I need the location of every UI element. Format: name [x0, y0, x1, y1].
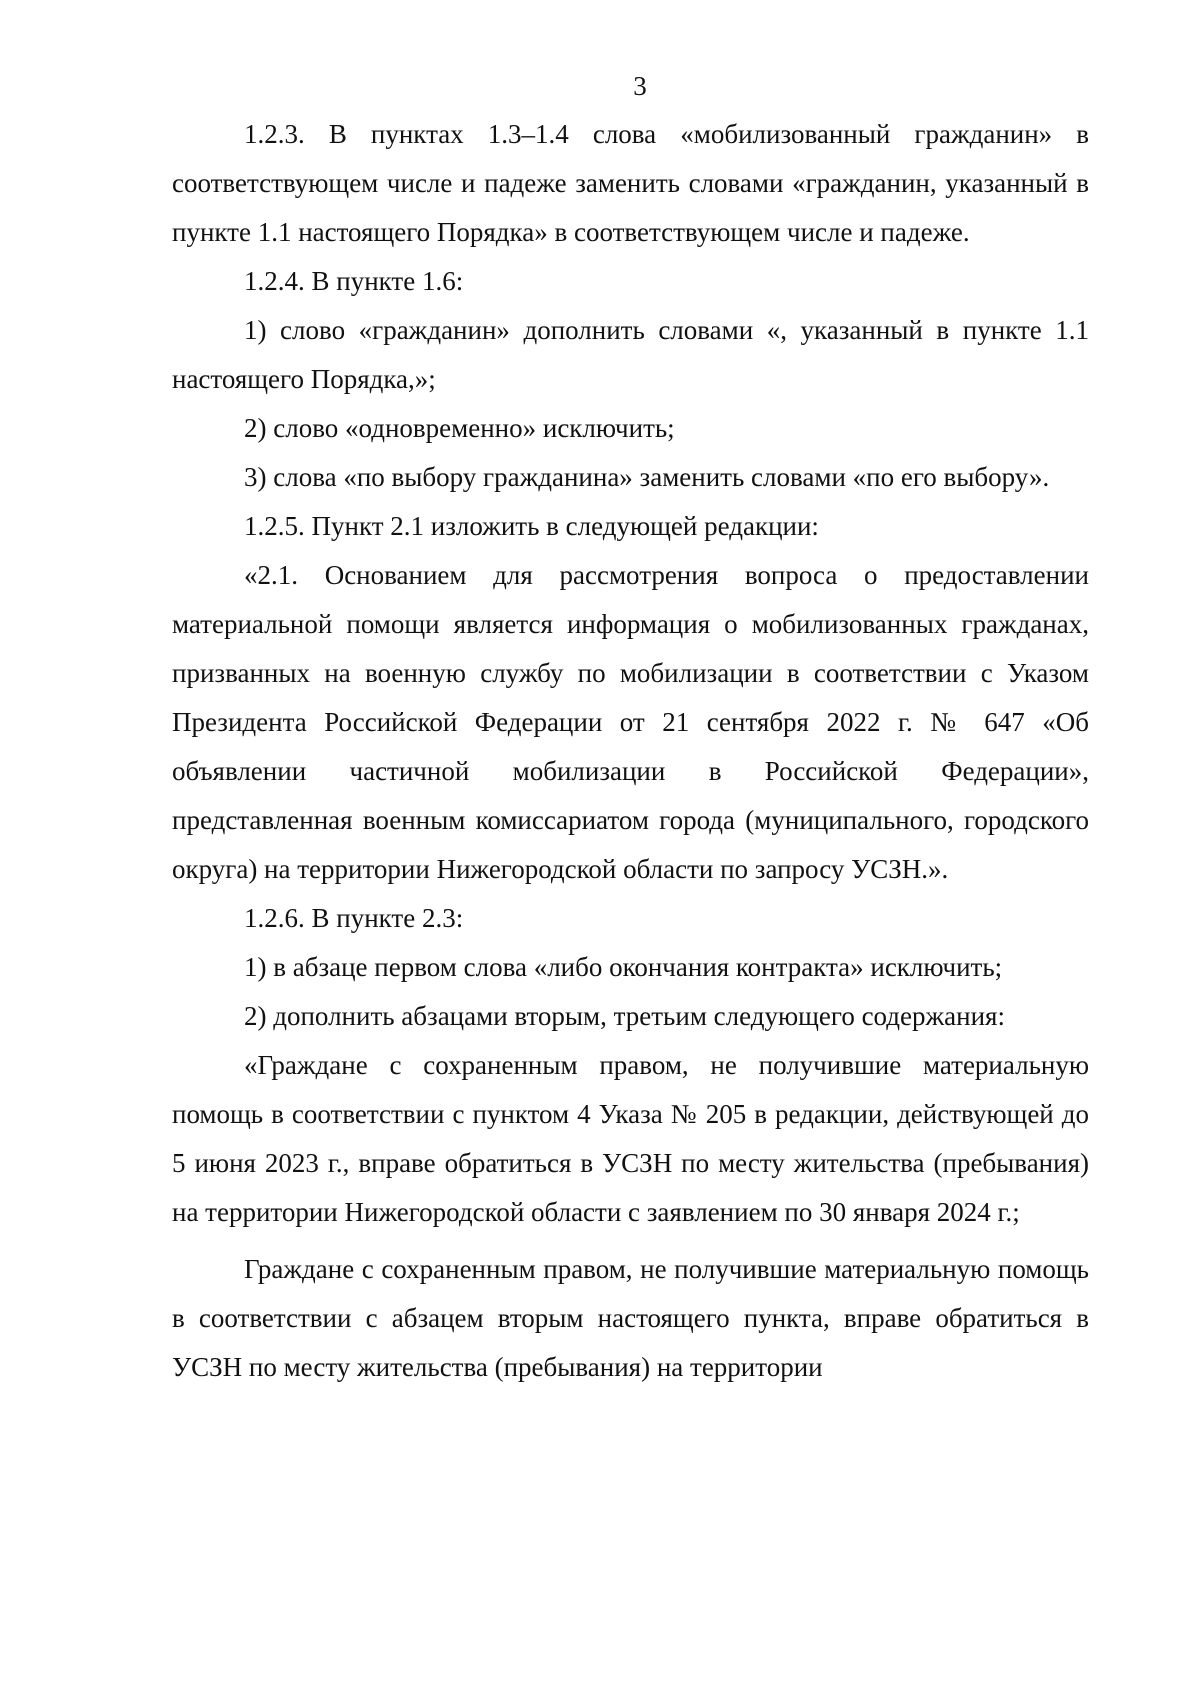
paragraph-1-2-6-item-2: 2) дополнить абзацами вторым, третьим следующего содержания: — [244, 1001, 1005, 1031]
paragraph-1-2-5-heading: 1.2.5. Пункт 2.1 изложить в следующей редакции: — [244, 511, 819, 541]
paragraph-1-2-4-item-3: 3) слова «по выбору гражданина» заменить словами «по его выбору». — [244, 462, 1050, 492]
page-number: 3 — [633, 71, 647, 101]
paragraph-1-2-6-heading: 1.2.6. В пункте 2.3: — [244, 903, 464, 933]
paragraph-1-2-4-heading: 1.2.4. В пункте 1.6: — [244, 266, 464, 296]
paragraph-1-2-6-item-1: 1) в абзаце первом слова «либо окончания контракта» исключить; — [244, 952, 1003, 982]
document-body — [172, 110, 1089, 1392]
paragraph-2-1-text: «2.1. Основанием для рассмотрения вопроса о предоставлении материальной помощи является информация о мобилизованных гражданах, призванных на военную службу по мобилизации в соответствии с Указом Президента Российской Федерации от 21 сентября 2022 г. № 647 «Об объявлении частичной мобилизации в Российской Федерации», представленная военным комиссариатом города (муниципального, городского округа) на территории Нижегородской области по запросу УСЗН.». — [172, 560, 1089, 884]
paragraph-1-2-4-item-2: 2) слово «одновременно» исключить; — [244, 413, 675, 443]
paragraph-1-2-3: 1.2.3. В пунктах 1.3–1.4 слова «мобилизованный гражданин» в соответствующем числе и падеже заменить словами «гражданин, указанный в пункте 1.1 настоящего Порядка» в соответствующем числе и падеже. — [172, 119, 1089, 247]
paragraph-1-2-4-item-1: 1) слово «гражданин» дополнить словами «, указанный в пункте 1.1 настоящего Порядка,»; — [172, 315, 1089, 394]
paragraph-quote-2: Граждане с сохраненным правом, не получившие материальную помощь в соответствии с абзацем вторым настоящего пункта, вправе обратиться в УСЗН по месту жительства (пребывания) на территории — [172, 1254, 1089, 1382]
paragraph-quote-1: «Граждане с сохраненным правом, не получившие материальную помощь в соответствии с пунктом 4 Указа № 205 в редакции, действующей до 5 июня 2023 г., вправе обратиться в УСЗН по месту жительства (пребывания) на территории Нижегородской области с заявлением по 30 января 2024 г.; — [172, 1050, 1089, 1227]
